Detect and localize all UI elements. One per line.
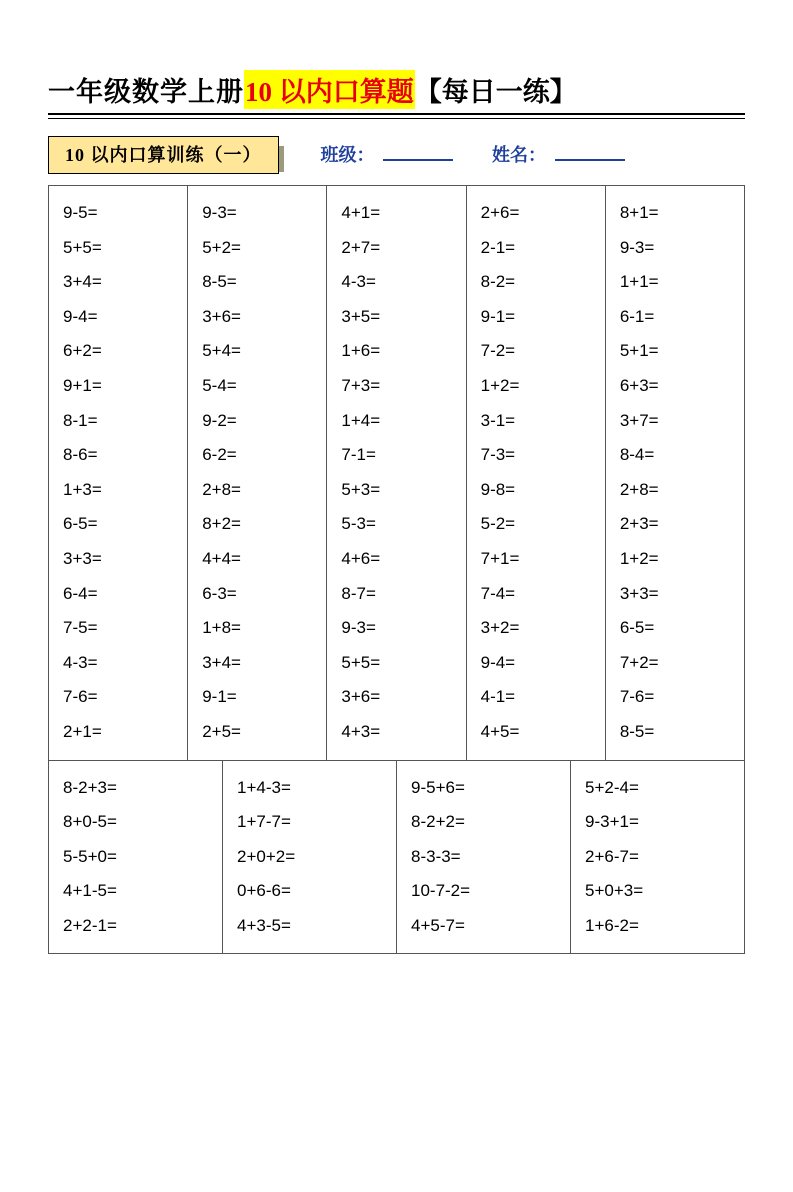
problem-item: 8+1= <box>619 203 659 222</box>
problem-item: 3+3= <box>619 583 659 603</box>
problem-item: 2+8= <box>619 479 659 499</box>
problem-item: 7-2= <box>480 341 516 361</box>
problem-item: 4+3= <box>341 721 381 741</box>
problem-item: 2+5= <box>202 721 241 741</box>
problem-item: 1+2= <box>619 548 659 568</box>
problem-item: 5+4= <box>202 341 241 361</box>
problem-item: 4+1-5= <box>63 881 117 901</box>
problem-item: 1+6= <box>341 341 381 361</box>
problem-item: 8-6= <box>63 445 98 465</box>
problem-item: 3+7= <box>619 410 659 430</box>
problem-item: 2+0+2= <box>237 846 296 866</box>
single-step-section <box>49 186 744 760</box>
problem-item: 4+5-7= <box>411 915 465 935</box>
problem-item: 8-2= <box>480 272 516 292</box>
problem-item: 4-3= <box>341 272 376 292</box>
problem-item: 5-3= <box>341 514 376 534</box>
problem-item: 2+3= <box>619 514 659 534</box>
problem-item: 1+7-7= <box>237 812 291 832</box>
problem-item: 9-2= <box>202 410 237 430</box>
problem-item: 5-5+0= <box>63 846 117 866</box>
problem-item: 8-1= <box>63 410 98 430</box>
problem-item: 7-4= <box>480 583 516 603</box>
problem-item: 7+3= <box>341 375 381 395</box>
problem-item: 9-5= <box>63 203 98 222</box>
problem-item: 9-1= <box>480 306 516 326</box>
student-fields <box>321 141 629 167</box>
problem-item: 4+5= <box>480 721 520 741</box>
problem-item: 8+0-5= <box>63 812 117 832</box>
problem-item: 5+3= <box>341 479 381 499</box>
problem-grid <box>48 185 745 954</box>
problem-item: 3+6= <box>202 306 241 326</box>
problem-item: 9-5+6= <box>411 777 465 797</box>
problem-item: 9-3+1= <box>585 812 639 832</box>
problem-item: 8-2+2= <box>411 812 465 832</box>
section-badge-label: 10 以内口算训练（一） <box>48 136 279 174</box>
name-label: 姓名： <box>492 145 546 165</box>
problem-item: 5+0+3= <box>585 881 644 901</box>
title-plain-text: 一年级数学上册 <box>48 77 244 107</box>
problem-item: 9-4= <box>480 652 516 672</box>
problem-item: 1+3= <box>63 479 102 499</box>
problem-item: 5+2-4= <box>585 777 639 797</box>
problem-item: 3+3= <box>63 548 102 568</box>
problem-item: 4-1= <box>480 687 516 707</box>
problem-item: 7-5= <box>63 618 98 638</box>
problem-item: 9-3= <box>202 203 237 222</box>
problem-item: 5+1= <box>619 341 659 361</box>
problem-item: 3+2= <box>480 618 520 638</box>
problem-column <box>606 186 744 760</box>
problem-item: 9+1= <box>63 375 102 395</box>
problem-item: 2+6-7= <box>585 846 639 866</box>
two-step-section <box>49 760 744 954</box>
problem-item: 4+3-5= <box>237 915 291 935</box>
problem-item: 9-4= <box>63 306 98 326</box>
problem-column <box>49 186 188 760</box>
section-badge <box>48 141 279 167</box>
problem-item: 6+3= <box>619 375 659 395</box>
problem-item: 3+4= <box>63 272 102 292</box>
problem-item: 5-2= <box>480 514 516 534</box>
problem-item: 1+8= <box>202 618 241 638</box>
title-divider <box>48 113 745 119</box>
problem-item: 7-6= <box>619 687 655 707</box>
problem-item: 2-1= <box>480 237 516 257</box>
problem-item: 2+8= <box>202 479 241 499</box>
problem-item: 10-7-2= <box>411 881 471 901</box>
problem-column <box>571 761 744 954</box>
problem-item: 8+2= <box>202 514 241 534</box>
problem-item: 9-3= <box>619 237 655 257</box>
problem-item: 2+2-1= <box>63 915 117 935</box>
problem-item: 3-1= <box>480 410 516 430</box>
problem-item: 4+6= <box>341 548 381 568</box>
page-title <box>48 70 745 109</box>
problem-column <box>49 761 223 954</box>
problem-item: 2+6= <box>480 203 520 222</box>
problem-item: 5+5= <box>341 652 381 672</box>
problem-item: 3+6= <box>341 687 381 707</box>
problem-item: 9-3= <box>341 618 376 638</box>
problem-item: 6-5= <box>619 618 655 638</box>
problem-column <box>327 186 466 760</box>
problem-item: 1+6-2= <box>585 915 639 935</box>
problem-item: 8-2+3= <box>63 777 117 797</box>
problem-item: 6-1= <box>619 306 655 326</box>
problem-column <box>188 186 327 760</box>
problem-item: 8-7= <box>341 583 376 603</box>
problem-item: 6-2= <box>202 445 237 465</box>
problem-item: 5+5= <box>63 237 102 257</box>
title-bracket-text: 【每日一练】 <box>414 77 577 107</box>
problem-item: 6+2= <box>63 341 102 361</box>
problem-item: 5-4= <box>202 375 237 395</box>
problem-item: 4+4= <box>202 548 241 568</box>
problem-item: 1+1= <box>619 272 659 292</box>
subheader <box>48 141 745 167</box>
problem-item: 1+4-3= <box>237 777 291 797</box>
problem-item: 7+2= <box>619 652 659 672</box>
problem-item: 8-3-3= <box>411 846 461 866</box>
class-label: 班级： <box>320 145 375 165</box>
problem-item: 7+1= <box>480 548 520 568</box>
problem-column <box>223 761 397 954</box>
worksheet-page <box>0 70 793 1192</box>
problem-item: 8-5= <box>619 721 655 741</box>
problem-item: 2+1= <box>63 721 102 741</box>
problem-item: 7-1= <box>341 445 376 465</box>
problem-item: 5+2= <box>202 237 241 257</box>
problem-item: 2+7= <box>341 237 381 257</box>
problem-item: 9-1= <box>202 687 237 707</box>
class-input-blank[interactable] <box>383 159 453 161</box>
problem-item: 3+4= <box>202 652 241 672</box>
problem-item: 0+6-6= <box>237 881 291 901</box>
title-highlight-text: 10 以内口算题 <box>244 70 415 109</box>
problem-item: 4-3= <box>63 652 98 672</box>
problem-item: 6-3= <box>202 583 237 603</box>
problem-item: 3+5= <box>341 306 381 326</box>
name-input-blank[interactable] <box>555 159 625 161</box>
problem-item: 8-5= <box>202 272 237 292</box>
problem-item: 1+2= <box>480 375 520 395</box>
problem-item: 1+4= <box>341 410 381 430</box>
problem-column <box>397 761 571 954</box>
problem-column <box>467 186 606 760</box>
problem-item: 7-3= <box>480 445 516 465</box>
problem-item: 8-4= <box>619 445 655 465</box>
problem-item: 4+1= <box>341 203 381 222</box>
problem-item: 7-6= <box>63 687 98 707</box>
problem-item: 9-8= <box>480 479 516 499</box>
problem-item: 6-4= <box>63 583 98 603</box>
problem-item: 6-5= <box>63 514 98 534</box>
